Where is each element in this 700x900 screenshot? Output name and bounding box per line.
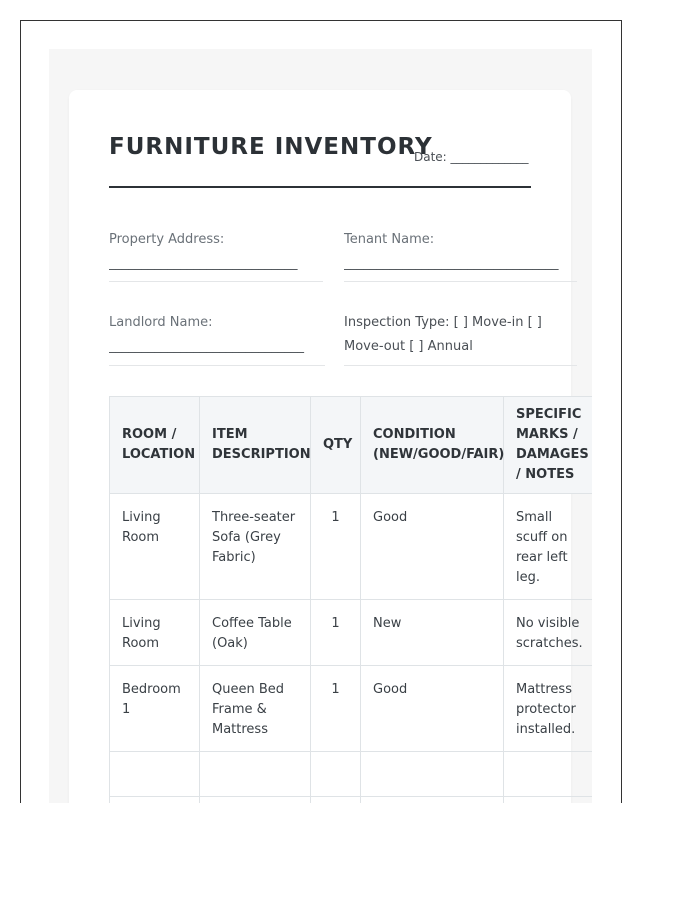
tenant-name-blank[interactable]: _________________________________ — [344, 256, 559, 271]
cell-qty[interactable]: 1 — [311, 666, 361, 752]
tenant-name-label: Tenant Name: — [344, 232, 435, 247]
field-underline — [109, 281, 323, 282]
header-condition: CONDITION (NEW/GOOD/FAIR) — [361, 397, 504, 494]
inventory-form-card — [69, 90, 589, 803]
cell-qty[interactable] — [311, 797, 361, 804]
page-backdrop — [49, 49, 592, 803]
cell-item[interactable]: Three-seater Sofa (Grey Fabric) — [200, 494, 311, 600]
table-row — [110, 600, 593, 666]
field-underline — [344, 281, 577, 282]
cell-notes[interactable]: Small scuff on rear left leg. — [504, 494, 593, 600]
table-header-row — [110, 397, 593, 494]
header-qty: QTY — [311, 397, 361, 494]
table-row — [110, 494, 593, 600]
cell-room[interactable]: Living Room — [110, 600, 200, 666]
date-field[interactable]: Date: _____________ — [414, 150, 529, 164]
landlord-name-blank[interactable]: ______________________________ — [109, 339, 304, 354]
cell-condition[interactable] — [361, 752, 504, 797]
cell-qty[interactable]: 1 — [311, 494, 361, 600]
landlord-name-label: Landlord Name: — [109, 315, 213, 330]
table-row — [110, 666, 593, 752]
cell-qty[interactable]: 1 — [311, 600, 361, 666]
property-address-blank[interactable]: _____________________________ — [109, 256, 298, 271]
title-divider — [109, 186, 531, 188]
table-row — [110, 797, 593, 804]
inventory-table — [109, 396, 592, 803]
landlord-name-field[interactable] — [109, 311, 325, 359]
cell-qty[interactable] — [311, 752, 361, 797]
cell-item[interactable] — [200, 797, 311, 804]
cell-notes[interactable]: No visible scratches. — [504, 600, 593, 666]
header-room-location: ROOM / LOCATION — [110, 397, 200, 494]
cell-item[interactable] — [200, 752, 311, 797]
cell-notes[interactable] — [504, 752, 593, 797]
cell-condition[interactable]: Good — [361, 666, 504, 752]
field-underline — [344, 365, 577, 366]
header-notes: SPECIFIC MARKS / DAMAGES / NOTES — [504, 397, 593, 494]
cell-room[interactable] — [110, 797, 200, 804]
page-frame — [20, 20, 622, 803]
table-row — [110, 752, 593, 797]
page-title: FURNITURE INVENTORY — [109, 134, 433, 160]
cell-condition[interactable]: Good — [361, 494, 504, 600]
cell-condition[interactable] — [361, 797, 504, 804]
inspection-type-line1[interactable]: Inspection Type: [ ] Move-in [ ] — [344, 315, 542, 330]
cell-item[interactable]: Queen Bed Frame & Mattress — [200, 666, 311, 752]
cell-room[interactable]: Living Room — [110, 494, 200, 600]
field-underline — [109, 365, 325, 366]
property-address-field[interactable] — [109, 228, 323, 276]
cell-room[interactable] — [110, 752, 200, 797]
cell-notes[interactable]: Mattress protector installed. — [504, 666, 593, 752]
cell-condition[interactable]: New — [361, 600, 504, 666]
cell-room[interactable]: Bedroom 1 — [110, 666, 200, 752]
header-item-description: ITEM DESCRIPTION — [200, 397, 311, 494]
cell-item[interactable]: Coffee Table (Oak) — [200, 600, 311, 666]
cell-notes[interactable] — [504, 797, 593, 804]
tenant-name-field[interactable] — [344, 228, 577, 276]
inspection-type-field[interactable] — [344, 311, 577, 359]
property-address-label: Property Address: — [109, 232, 225, 247]
inspection-type-line2[interactable]: Move-out [ ] Annual — [344, 339, 473, 354]
